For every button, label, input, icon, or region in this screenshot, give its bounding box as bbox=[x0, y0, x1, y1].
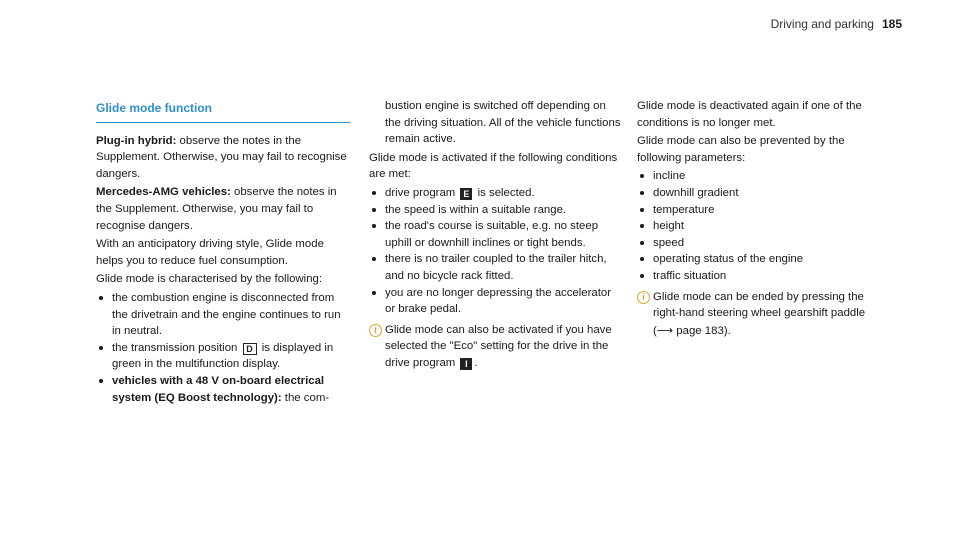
list-item: the combustion engine is disconnected from the drivetrain and the engine continues to run in neutral. bbox=[96, 290, 350, 340]
list-item: the road's course is suitable, e.g. no steep uphill or downhill inclines or tight bends. bbox=[369, 218, 623, 251]
page-number: 185 bbox=[881, 17, 902, 31]
page-header bbox=[771, 16, 902, 33]
list-item: vehicles with a 48 V on-board electrical system (EQ Boost technology): the com- bbox=[96, 373, 350, 406]
conditions-list bbox=[369, 185, 623, 318]
page-reference-arrow-icon[interactable]: ⟶ bbox=[656, 322, 674, 337]
column-2 bbox=[369, 98, 623, 372]
paddle-note: i Glide mode can be ended by pressing the right-hand steering wheel gearshift paddle (⟶ page 183). bbox=[637, 289, 877, 340]
list-item: the transmission position D is displayed in green in the multifunction display. bbox=[96, 340, 350, 373]
amg-note: Mercedes-AMG vehicles: observe the notes in the Supplement. Otherwise, you may fail to recognise dangers. bbox=[96, 186, 337, 232]
continued-text: bustion engine is switched off depending on the driving situation. All of the vehicle functions remain active. bbox=[385, 100, 621, 146]
section-title: Glide mode function bbox=[96, 100, 350, 123]
characteristics-list bbox=[96, 290, 350, 406]
list-item: height bbox=[637, 218, 877, 235]
eco-note: i Glide mode can also be activated if you have selected the "Eco" setting for the drive in the drive program I . bbox=[369, 322, 623, 372]
drive-program-i-icon: I bbox=[460, 358, 472, 370]
info-icon: i bbox=[637, 291, 650, 304]
list-item: the speed is within a suitable range. bbox=[369, 202, 623, 219]
list-item: operating status of the engine bbox=[637, 251, 877, 268]
list-item: there is no trailer coupled to the trailer hitch, and no bicycle rack fitted. bbox=[369, 251, 623, 284]
list-item: temperature bbox=[637, 202, 877, 219]
column-3 bbox=[637, 98, 877, 339]
list-item: speed bbox=[637, 235, 877, 252]
list-item: traffic situation bbox=[637, 268, 877, 285]
column-1 bbox=[96, 100, 350, 406]
paragraph-anticipatory: With an anticipatory driving style, Glide mode helps you to reduce fuel consumption. bbox=[96, 238, 324, 267]
paragraph-activated: Glide mode is activated if the following conditions are met: bbox=[369, 151, 618, 181]
list-item: you are no longer depressing the accelerator or brake pedal. bbox=[369, 285, 623, 318]
info-icon: i bbox=[369, 324, 382, 337]
paragraph-prevented: Glide mode can also be prevented by the following parameters: bbox=[637, 135, 845, 164]
plugin-hybrid-note: Plug-in hybrid: observe the notes in the Supplement. Otherwise, you may fail to recognise dangers. bbox=[96, 134, 347, 180]
drive-program-e-icon: E bbox=[460, 188, 472, 200]
paragraph-characterised: Glide mode is characterised by the following: bbox=[96, 273, 323, 286]
section-name: Driving and parking bbox=[770, 17, 874, 31]
list-item: drive program E is selected. bbox=[369, 185, 623, 202]
transmission-d-icon: D bbox=[243, 343, 257, 355]
list-item: downhill gradient bbox=[637, 185, 877, 202]
list-item: incline bbox=[637, 168, 877, 185]
paragraph-deactivated: Glide mode is deactivated again if one of the conditions is no longer met. bbox=[637, 100, 862, 129]
parameters-list bbox=[637, 168, 877, 284]
